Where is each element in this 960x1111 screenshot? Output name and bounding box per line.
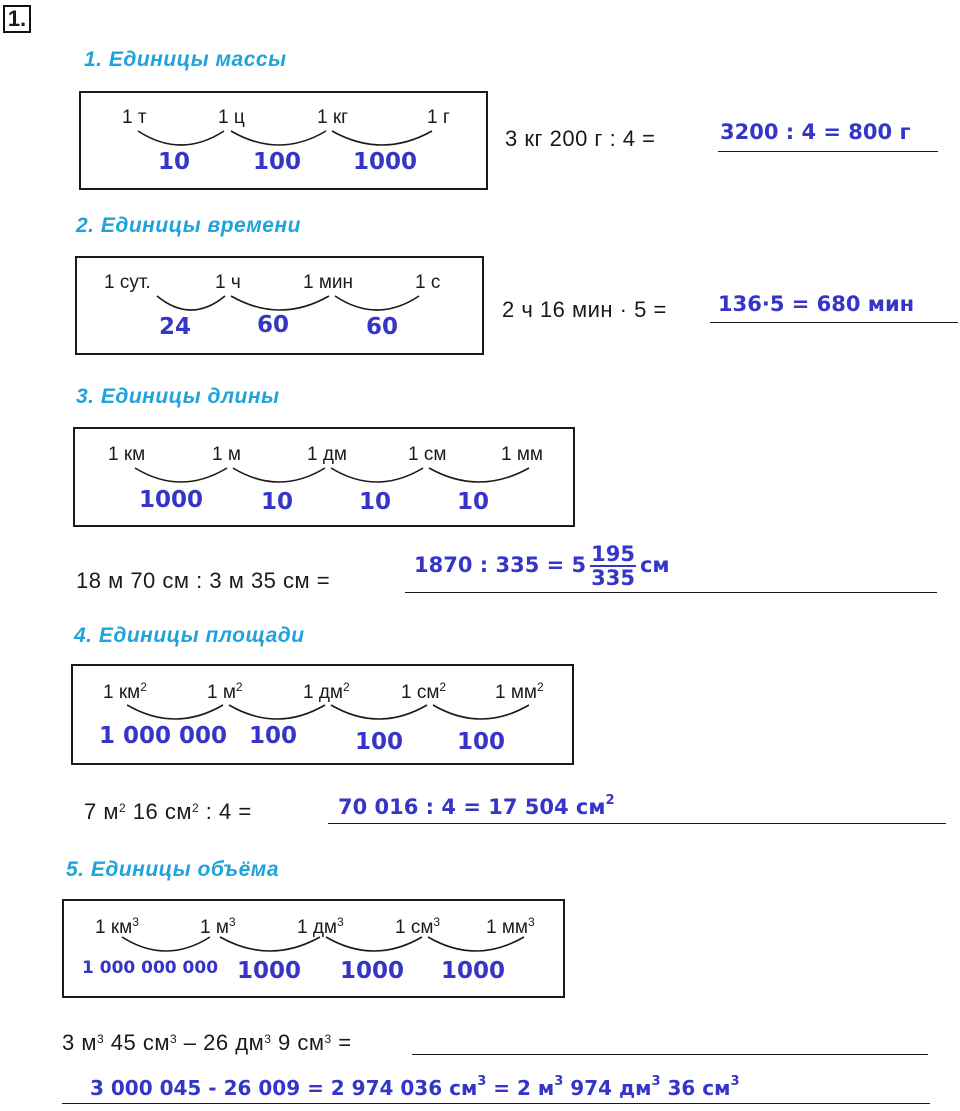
conversion-arcs	[133, 466, 533, 488]
conversion-arcs	[155, 294, 425, 316]
unit-label: 1 $дм^3$	[297, 915, 344, 938]
heading-length: 3. Единицы длины	[76, 385, 280, 408]
heading-time: 2. Единицы времени	[76, 214, 301, 237]
conversion-factor: 100	[253, 149, 302, 175]
length-expression: 18 м 70 см : 3 м 35 см =	[76, 568, 331, 593]
unit-label: 1 ч	[215, 272, 241, 293]
time-units-box	[75, 256, 484, 355]
conversion-factor: 1 000 000	[99, 723, 228, 749]
conversion-factor: 24	[159, 314, 192, 340]
conversion-factor: 60	[366, 314, 399, 340]
conversion-factor: 1 000 000 000	[82, 958, 219, 978]
conversion-factor: 10	[158, 149, 191, 175]
conversion-arcs	[120, 935, 530, 957]
conversion-factor: 100	[249, 723, 298, 749]
answer-line	[328, 823, 946, 824]
conversion-factor: 1000	[441, 958, 506, 984]
answer-line	[405, 592, 937, 593]
unit-label: 1 мм	[501, 444, 543, 465]
answer-fraction	[590, 543, 636, 589]
volume-answer: 3 000 045 - 26 009 = 2 974 036 $см^3 = 2$ $м^3$ 974 $дм^3$ 36 $см^3$	[90, 1074, 740, 1100]
unit-label: 1 сут.	[104, 272, 151, 293]
task-number: 1.	[3, 5, 31, 33]
conversion-factor: 1000	[139, 487, 204, 513]
conversion-factor: 1000	[237, 958, 302, 984]
answer-line	[412, 1054, 928, 1055]
unit-label: 1 $км^3$	[95, 915, 139, 938]
conversion-arcs	[125, 703, 535, 725]
unit-label: 1 мин	[303, 272, 354, 293]
conversion-factor: 10	[261, 489, 294, 515]
unit-label: 1 с	[415, 272, 441, 293]
unit-label: 1 $дм^2$	[303, 680, 350, 703]
unit-label: 1 т	[122, 107, 147, 128]
unit-label: 1 $м^3$	[200, 915, 236, 938]
time-answer: 136·5 = 680 мин	[718, 292, 915, 316]
length-answer	[414, 543, 670, 589]
conversion-factor: 10	[359, 489, 392, 515]
answer-line	[62, 1103, 930, 1104]
volume-units-box	[62, 899, 565, 998]
answer-line	[718, 151, 938, 152]
unit-label: 1 см	[408, 444, 447, 465]
time-expression: 2 ч 16 мин · 5 =	[502, 297, 667, 322]
answer-unit: см	[639, 553, 670, 577]
unit-label: 1 $см^2$	[401, 680, 447, 703]
area-answer: 70 016 : 4 = 17 504 $см^2$	[338, 793, 615, 819]
volume-expression: 3 $м^3$ 45 $см^3 - 26$ $дм^3$ 9 $см^3$ =	[62, 1030, 352, 1055]
unit-label: 1 $мм^3$	[486, 915, 535, 938]
unit-label: 1 м	[212, 444, 241, 465]
area-units-box	[71, 664, 574, 765]
mass-answer: 3200 : 4 = 800 г	[720, 120, 911, 144]
mass-expression: 3 кг 200 г : 4 =	[505, 126, 656, 151]
unit-label: 1 ц	[218, 107, 245, 128]
mass-units-box	[79, 91, 488, 190]
conversion-factor: 1000	[340, 958, 405, 984]
fraction-numerator: 195	[591, 542, 635, 566]
unit-label: 1 кг	[317, 107, 349, 128]
answer-text: 1870 : 335 = 5	[414, 553, 587, 577]
conversion-factor: 100	[457, 729, 506, 755]
unit-label: 1 $см^3$	[395, 915, 441, 938]
conversion-arcs	[136, 129, 436, 151]
heading-volume: 5. Единицы объёма	[66, 858, 280, 881]
unit-label: 1 $м^2$	[207, 680, 243, 703]
conversion-factor: 10	[457, 489, 490, 515]
heading-mass: 1. Единицы массы	[84, 48, 287, 71]
conversion-factor: 60	[257, 312, 290, 338]
unit-label: 1 $км^2$	[103, 680, 147, 703]
conversion-factor: 1000	[353, 149, 418, 175]
length-units-box	[73, 427, 575, 527]
conversion-factor: 100	[355, 729, 404, 755]
fraction-denominator: 335	[591, 566, 635, 590]
unit-label: 1 г	[427, 107, 450, 128]
area-expression: 7 $м^2$ 16 $см^2$ : 4 =	[84, 799, 252, 824]
unit-label: 1 км	[108, 444, 146, 465]
heading-area: 4. Единицы площади	[74, 624, 305, 647]
unit-label: 1 $мм^2$	[495, 680, 544, 703]
answer-line	[710, 322, 958, 323]
unit-label: 1 дм	[307, 444, 347, 465]
